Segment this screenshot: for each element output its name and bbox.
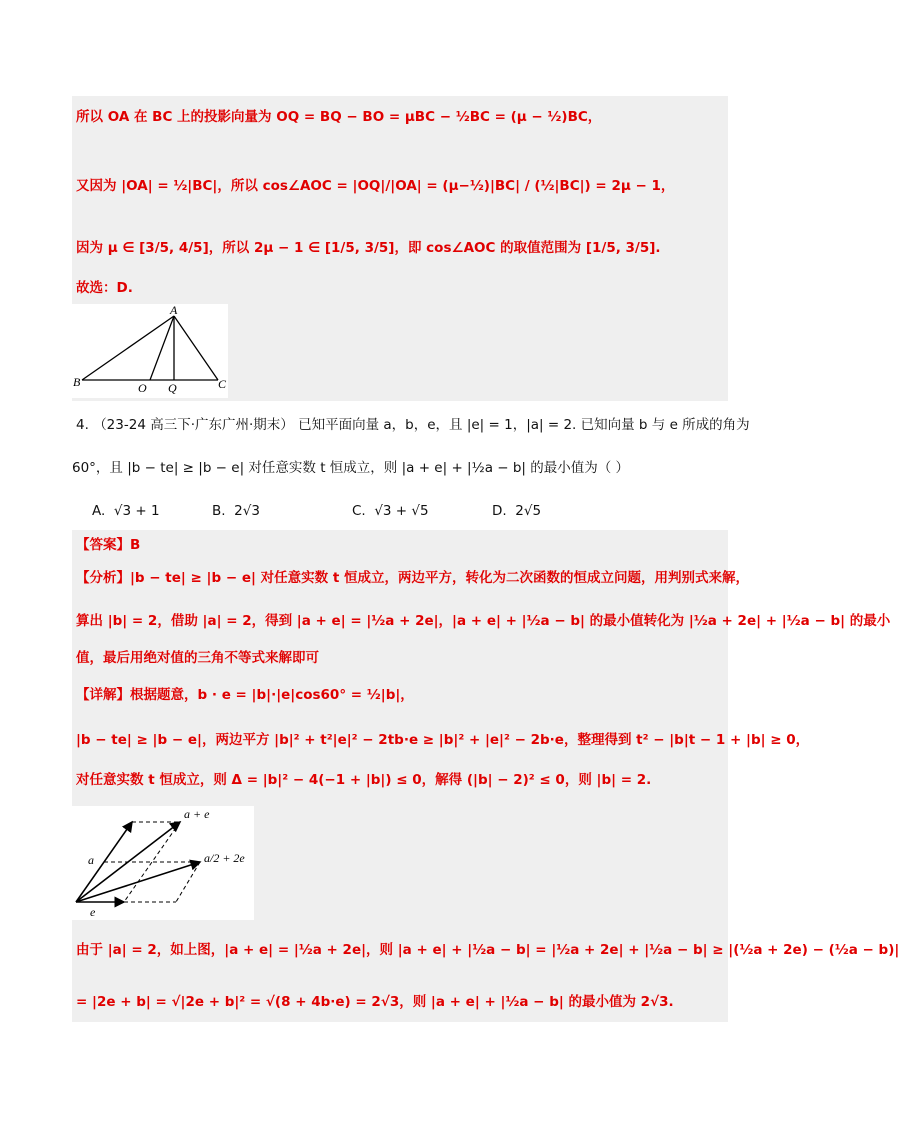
answer-line	[76, 535, 140, 555]
conclusion: 故选：D.	[76, 280, 133, 296]
option-c[interactable]: C. √3 + √5	[352, 503, 429, 519]
problem-source: （23-24 高三下·广东广州·期末）	[93, 417, 294, 433]
problem-line-2: 60°，且 |b − te| ≥ |b − e| 对任意实数 t 恒成立，则 |a + e| + |½a − b| 的最小值为（ ）	[72, 460, 630, 476]
segment-AO	[150, 316, 174, 380]
option-b[interactable]: B. 2√3	[212, 503, 260, 519]
label-O: O	[138, 381, 147, 395]
detail-line-1: 【详解】根据题意，b · e = |b|·|e|cos60° = ½|b|，	[76, 687, 414, 703]
problem-line-1	[76, 415, 750, 435]
detail-line-5: = |2e + b| = √|2e + b|² = √(8 + 4b·e) = 2√3，则 |a + e| + |½a − b| 的最小值为 2√3.	[76, 994, 674, 1010]
vector-figure	[72, 806, 254, 920]
analysis-line-1: 【分析】|b − te| ≥ |b − e| 对任意实数 t 恒成立，两边平方，转化为二次函数的恒成立问题，用判别式来解，	[76, 570, 750, 586]
detail-tag: 【详解】	[76, 687, 130, 703]
label-A: A	[170, 303, 178, 317]
label-a-plus-e: a + e	[184, 807, 210, 821]
label-B: B	[73, 375, 81, 389]
option-d[interactable]: D. 2√5	[492, 503, 542, 519]
detail-line-4: 由于 |a| = 2，如上图，|a + e| = |½a + 2e|，则 |a + e| + |½a − b| = |½a + 2e| + |½a − b| ≥ |(½a + 2e) − (½a − b)|	[76, 942, 899, 958]
label-half-a-plus-2e: a/2 + 2e	[204, 851, 245, 865]
answer-value: B	[130, 537, 141, 553]
analysis-line-3: 值，最后用绝对值的三角不等式来解即可	[76, 650, 319, 666]
detail-line-2: |b − te| ≥ |b − e|，两边平方 |b|² + t²|e|² − 2tb·e ≥ |b|² + |e|² − 2b·e，整理得到 t² − |b|t − 1 + |b| ≥ 0，	[76, 732, 810, 748]
problem-stem-1: 已知平面向量 a，b，e，且 |e| = 1，|a| = 2. 已知向量 b 与 e 所成的角为	[298, 417, 750, 433]
label-a: a	[88, 853, 94, 867]
side-AB	[82, 316, 174, 380]
label-Q: Q	[168, 381, 177, 395]
option-a[interactable]: A. √3 + 1	[92, 503, 160, 519]
label-C: C	[218, 377, 227, 391]
side-AC	[174, 316, 218, 380]
triangle-figure	[72, 304, 228, 398]
analysis-line-2: 算出 |b| = 2，借助 |a| = 2，得到 |a + e| = |½a + 2e|，|a + e| + |½a − b| 的最小值转化为 |½a + 2e| + |½a − b| 的最小	[76, 613, 891, 629]
prev-solution-line-2: 又因为 |OA| = ½|BC|，所以 cos∠AOC = |OQ|/|OA| = (μ−½)|BC| / (½|BC|) = 2μ − 1，	[76, 178, 675, 194]
prev-solution-line-1: 所以 OA 在 BC 上的投影向量为 OQ = BQ − BO = μBC − ½BC = (μ − ½)BC，	[76, 109, 602, 125]
prev-solution-line-3: 因为 μ ∈ [3/5, 4/5]，所以 2μ − 1 ∈ [1/5, 3/5]，即 cos∠AOC 的取值范围为 [1/5, 3/5].	[76, 240, 661, 256]
problem-number: 4.	[76, 417, 89, 433]
analysis-tag: 【分析】	[76, 570, 130, 586]
answer-tag: 【答案】	[76, 537, 130, 553]
label-e: e	[90, 905, 96, 919]
detail-line-3: 对任意实数 t 恒成立，则 Δ = |b|² − 4(−1 + |b|) ≤ 0，解得 (|b| − 2)² ≤ 0，则 |b| = 2.	[76, 772, 652, 788]
